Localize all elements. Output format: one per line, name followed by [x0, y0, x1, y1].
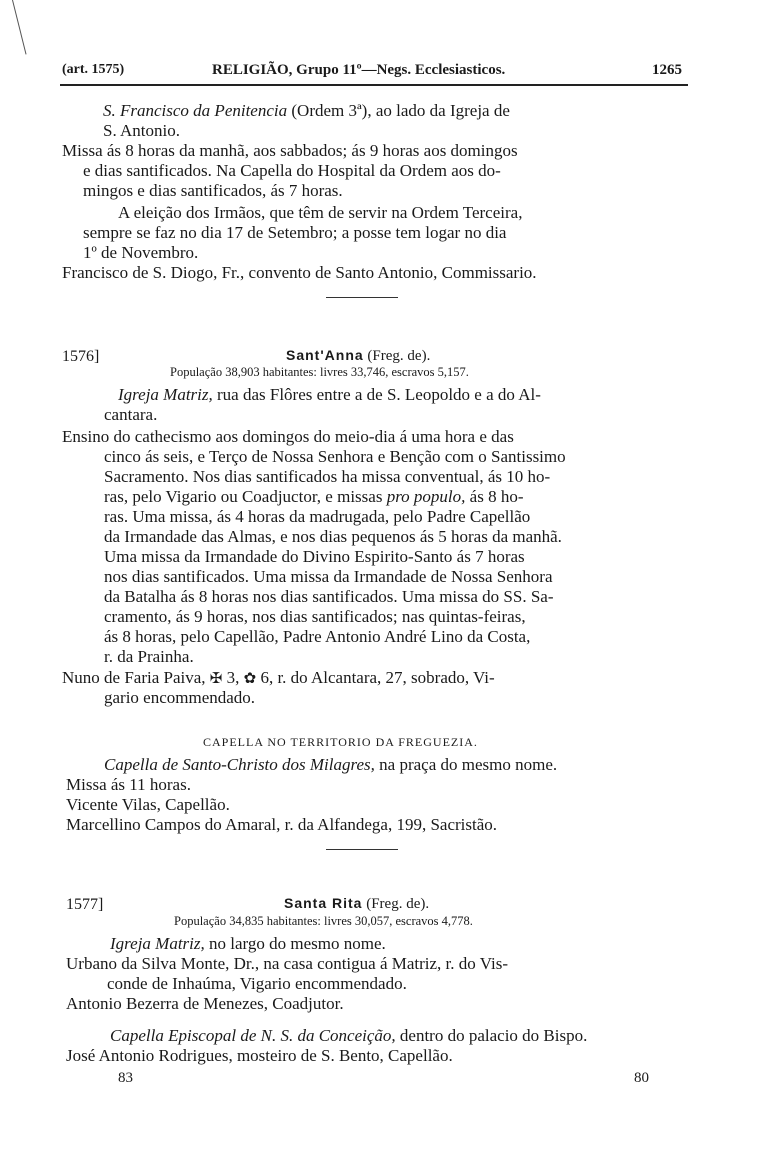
- text-line: e dias santificados. Na Capella do Hospital da Ordem aos do-: [83, 161, 501, 180]
- text-line: Vicente Vilas, Capellão.: [66, 795, 230, 814]
- text-line: Igreja Matriz, no largo do mesmo nome.: [110, 934, 386, 953]
- text-line: Sacramento. Nos dias santificados ha missa conventual, ás 10 ho-: [104, 467, 551, 486]
- running-header-title: RELIGIÃO, Grupo 11º—Negs. Ecclesiasticos.: [212, 62, 506, 78]
- text-line: gario encommendado.: [104, 688, 256, 707]
- section-separator: [326, 849, 398, 850]
- parish-heading: Sant'Anna (Freg. de).: [286, 347, 431, 364]
- text-line: da Irmandade das Almas, e nos dias pequenos ás 5 horas da manhã.: [104, 527, 562, 546]
- text-line: cinco ás seis, e Terço de Nossa Senhora e Benção com o Santissimo: [104, 447, 566, 466]
- vicar-line: Nuno de Faria Paiva, ✠ 3, ✿ 6, r. do Alcantara, 27, sobrado, Vi-: [62, 668, 495, 687]
- text-line: nos dias santificados. Uma missa da Irmandade de Nossa Senhora: [104, 567, 553, 586]
- footer-signature-right: 80: [634, 1070, 649, 1086]
- text-line: Urbano da Silva Monte, Dr., na casa contigua á Matriz, r. do Vis-: [66, 954, 508, 973]
- text-line: José Antonio Rodrigues, mosteiro de S. Bento, Capellão.: [66, 1046, 453, 1065]
- text-line: Igreja Matriz, rua das Flôres entre a de S. Leopoldo e a do Al-: [118, 385, 541, 404]
- text-line: Uma missa da Irmandade do Divino Espirito-Santo ás 7 horas: [104, 547, 525, 566]
- text-line: ras. Uma missa, ás 4 horas da madrugada, pelo Padre Capellão: [104, 507, 531, 526]
- text-line: da Batalha ás 8 horas nos dias santificados. Uma missa do SS. Sa-: [104, 587, 554, 606]
- text-line: A eleição dos Irmãos, que têm de servir na Ordem Terceira,: [118, 203, 523, 222]
- footer-signature-left: 83: [118, 1070, 133, 1086]
- parish-heading: Santa Rita (Freg. de).: [284, 895, 430, 912]
- text-line: Antonio Bezerra de Menezes, Coadjutor.: [66, 994, 344, 1013]
- chapel-section-heading: CAPELLA NO TERRITORIO DA FREGUEZIA.: [203, 735, 478, 749]
- section-separator: [326, 297, 398, 298]
- parish-name: Santa Rita: [284, 895, 363, 911]
- text-line: cantara.: [104, 405, 158, 424]
- text-line: 1º de Novembro.: [83, 243, 199, 262]
- text-line: Francisco de S. Diogo, Fr., convento de Santo Antonio, Commissario.: [62, 263, 537, 282]
- text-line: Capella de Santo-Christo dos Milagres, na praça do mesmo nome.: [104, 755, 558, 774]
- text-line: r. da Prainha.: [104, 647, 194, 666]
- parish-name: Sant'Anna: [286, 347, 364, 363]
- text-line: cramento, ás 9 horas, nos dias santificados; nas quintas-feiras,: [104, 607, 526, 626]
- text-line: mingos e dias santificados, ás 7 horas.: [83, 181, 343, 200]
- entry-number: 1576]: [62, 348, 100, 365]
- entry-number: 1577]: [66, 896, 104, 913]
- church-name: S. Francisco da Penitencia: [103, 101, 288, 120]
- text-line: Capella Episcopal de N. S. da Conceição, dentro do palacio do Bispo.: [110, 1026, 588, 1045]
- header-rule: [60, 84, 688, 86]
- population-line: População 38,903 habitantes: livres 33,746, escravos 5,157.: [170, 365, 469, 379]
- order-symbol-icon: ✿: [243, 671, 257, 687]
- population-line: População 34,835 habitantes: livres 30,057, escravos 4,778.: [174, 914, 473, 928]
- page-number: 1265: [652, 62, 682, 78]
- text-line: Ensino do cathecismo aos domingos do meio-dia á uma hora e das: [62, 427, 514, 446]
- text-line: ras, pelo Vigario ou Coadjuctor, e missas pro populo, ás 8 ho-: [104, 487, 524, 506]
- text-line: sempre se faz no dia 17 de Setembro; a posse tem logar no dia: [83, 223, 507, 242]
- entry-1575-title: S. Francisco da Penitencia (Ordem 3ª), ao lado da Igreja de: [103, 101, 510, 120]
- text-line: Missa ás 8 horas da manhã, aos sabbados; ás 9 horas aos domingos: [62, 141, 518, 160]
- text-line: Missa ás 11 horas.: [66, 775, 191, 794]
- text-line: S. Antonio.: [103, 121, 180, 140]
- text-line: conde de Inhaúma, Vigario encommendado.: [107, 974, 407, 993]
- text-line: Marcellino Campos do Amaral, r. da Alfandega, 199, Sacristão.: [66, 815, 498, 834]
- margin-mark: [12, 0, 27, 54]
- running-header-article: (art. 1575): [62, 62, 125, 77]
- text-line: ás 8 horas, pelo Capellão, Padre Antonio André Lino da Costa,: [104, 627, 531, 646]
- cross-symbol-icon: ✠: [209, 671, 223, 687]
